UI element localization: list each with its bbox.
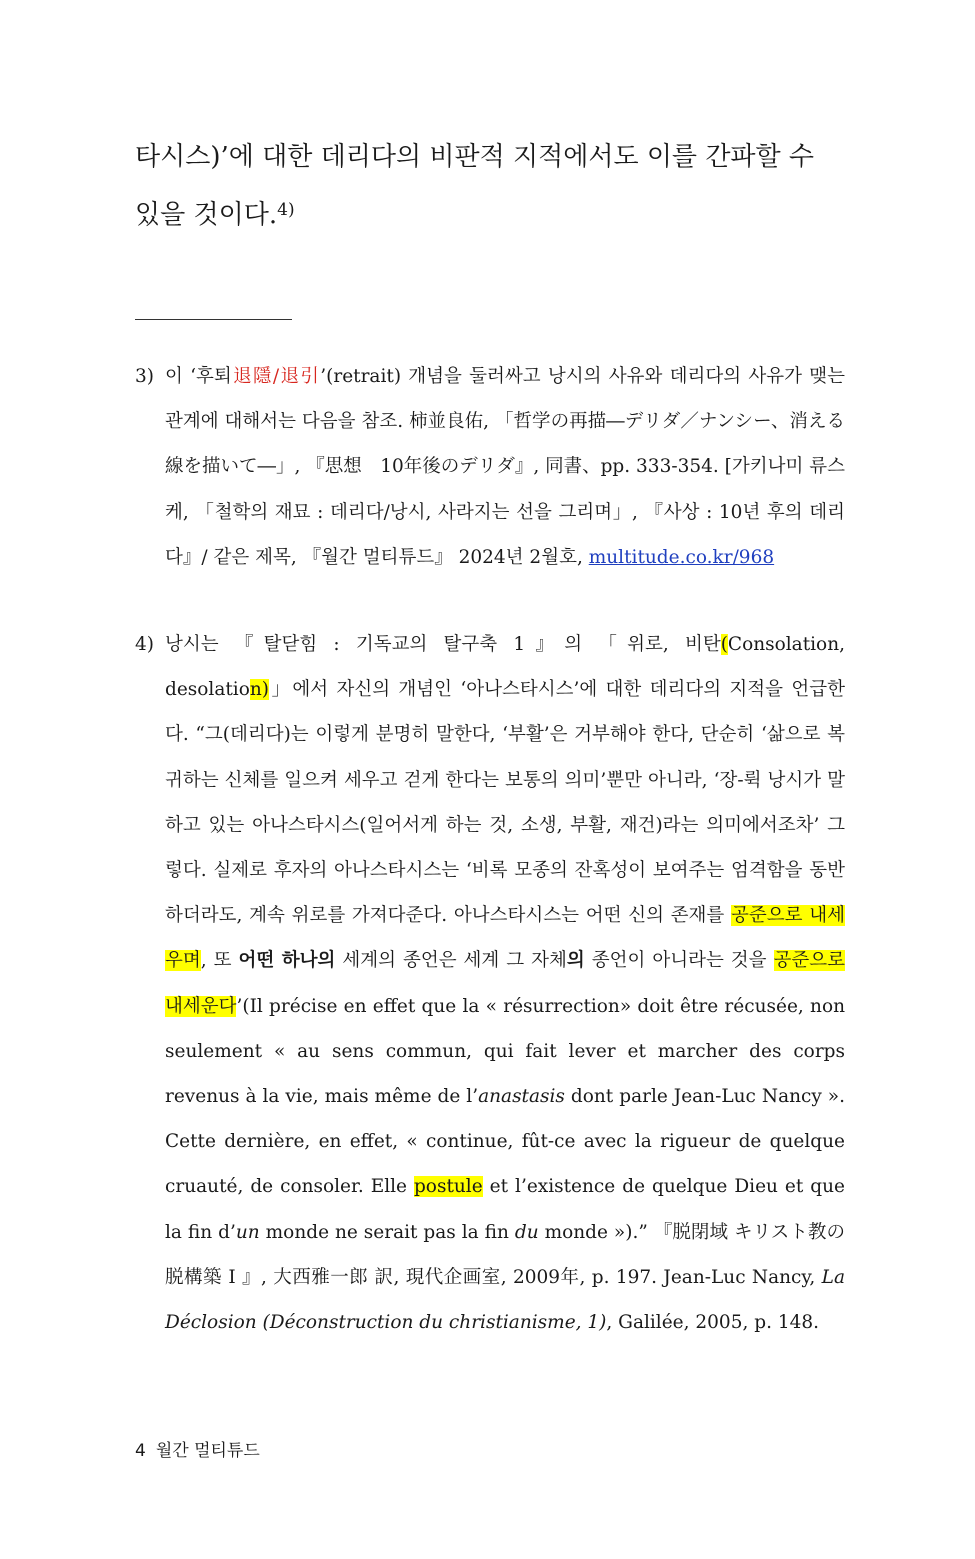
- page-number: 4: [135, 1441, 146, 1461]
- bold-emphasis: 의: [566, 950, 585, 972]
- text-segment: Consolation, desolatio: [165, 634, 845, 701]
- italic-term: anastasis: [478, 1086, 565, 1108]
- highlight: n): [249, 679, 269, 701]
- italic-term: du: [514, 1221, 539, 1243]
- text-segment: 종언이 아니라는 것을: [584, 950, 774, 972]
- text-segment: dont parle Jean-Luc Nancy ». Cette dernière, en effet, « continue, fût-ce avec la rigueur de quelque cruauté, de consoler. Elle: [165, 1086, 846, 1198]
- footnote-3: [135, 354, 845, 580]
- text-segment: 낭시는 『탈닫힘 : 기독교의 탈구축 1』의 「위로, 비탄: [165, 634, 721, 655]
- text-segment: , 또: [200, 950, 239, 972]
- footnote-text: [165, 354, 845, 580]
- text-segment: 」에서 자신의 개념인 ‘아나스타시스’에 대한 데리다의 지적을 언급한다. “그(데리다)는 이렇게 분명히 말한다, ‘부활’은 거부해야 한다, 단순히 ‘삶으로 복귀하는 신체를 일으켜 세우고 걷게 한다는 보통의 의미’뿐만 아니라, ‘장-뤽 낭시가 말하고 있는 아나스타시스(일어서게 하는 것, 소생, 부활, 재건)라는 의미에서조차’ 그렇다. 실제로 후자의 아나스타시스는 ‘비록 모종의 잔혹성이 보여주는 엄격함을 동반하더라도, 계속 위로를 가져다준다. 아나스타시스는 어떤 신의 존재를: [165, 679, 845, 927]
- footnote-number: 3): [135, 366, 154, 387]
- italic-title: La Déclosion (Déconstruction du christianisme, 1): [165, 1266, 845, 1334]
- footnote-text: [165, 622, 845, 1345]
- highlight: (: [720, 634, 728, 655]
- text-segment: ’(Il précise en effet que la « résurrection» doit être récusée, non seulement « au sens commun, qui fait lever et marcher des corps revenus à la vie, mais même de l’: [165, 995, 845, 1108]
- text-segment: ’(retrait) 개념을 둘러싸고 낭시의 사유와 데리다의 사유가 맺는 관계에 대해서는 다음을 참조. 柿並良佑, 「哲学の再描―デリダ／ナンシー、消える線を描いて―」, 『思想 10年後のデリダ』, 同書、pp. 333-354. [가키나미 류스케, 「철학의 재묘 : 데리다/낭시, 사라지는 선을 그리며」, 『사상 : 10년 후의 데리다』/ 같은 제목, 『월간 멀티튜드』 2024년 2월호,: [165, 366, 846, 568]
- page-footer: [135, 1436, 260, 1461]
- footnote-ref-4[interactable]: 4): [277, 200, 295, 220]
- bold-emphasis: 어떤 하나의: [238, 950, 336, 972]
- footnote-number: 4): [135, 634, 154, 655]
- italic-term: un: [235, 1221, 260, 1243]
- highlight: postule: [413, 1176, 483, 1198]
- text-segment: monde ne serait pas la fin: [259, 1221, 515, 1243]
- text-segment: , Galilée, 2005, p. 148.: [606, 1312, 820, 1334]
- multitude-link[interactable]: multitude.co.kr/968: [588, 546, 775, 568]
- text-segment: 이 ‘후퇴: [165, 366, 232, 387]
- body-paragraph: [135, 128, 847, 247]
- highlight: 공준으로 내세우며: [165, 905, 845, 972]
- text-segment: et l’existence de quelque Dieu et que la fin d’: [165, 1176, 845, 1243]
- text-segment: monde »).” 『脱閉域 キリスト教の脱構築 I 』, 大西雅一郎 訳, 現代企画室, 2009年, p. 197. Jean-Luc Nancy,: [165, 1221, 845, 1288]
- footnote-4: [135, 622, 845, 1345]
- body-text: 타시스)’에 대한 데리다의 비판적 지적에서도 이를 간파할 수 있을 것이다.: [135, 142, 815, 230]
- publication-name: 월간 멀티튜드: [155, 1441, 260, 1461]
- red-hanja-term: 退隱/退引: [231, 366, 321, 387]
- footnote-separator: [135, 319, 292, 320]
- text-segment: 세계의 종언은 세계 그 자체: [335, 950, 567, 972]
- highlight: 공준으로 내세운다: [165, 950, 845, 1017]
